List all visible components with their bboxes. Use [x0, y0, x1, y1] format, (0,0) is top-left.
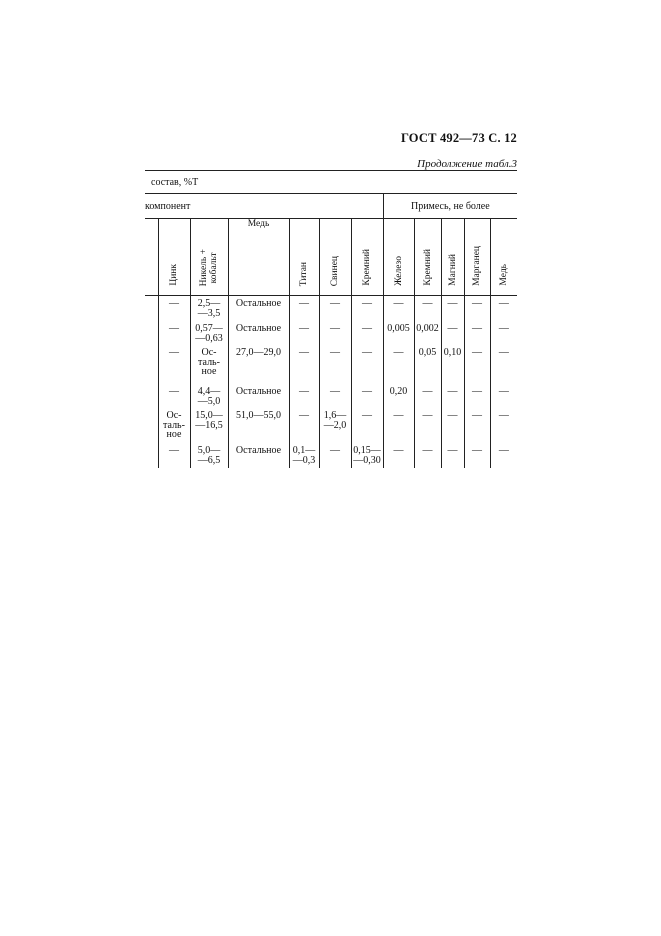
composition-table — [145, 170, 517, 468]
table-cell — [228, 321, 289, 345]
cell-value: 0,002 — [416, 323, 439, 334]
cell-value: — — [498, 298, 509, 309]
cell-value: 51,0—55,0 — [236, 410, 281, 421]
table-cell — [414, 384, 441, 408]
cell-value: — — [472, 410, 482, 421]
table-row — [145, 443, 517, 468]
cell-value: — — [422, 445, 433, 456]
table-cell — [490, 296, 517, 322]
column-header-label: Никель + кобальт — [199, 248, 219, 286]
table-cell — [464, 345, 490, 384]
cell-value: — — [393, 445, 404, 456]
cell-value: 0,1— —0,3 — [292, 445, 316, 466]
table-cell — [145, 345, 158, 384]
table-cell — [441, 345, 464, 384]
table-cell — [158, 408, 190, 443]
cell-value: — — [330, 347, 340, 358]
table-cell — [464, 296, 490, 322]
table-cell — [464, 408, 490, 443]
table-cell — [289, 384, 319, 408]
table-cell — [319, 408, 351, 443]
cell-value: — — [472, 298, 482, 309]
cell-value: — — [472, 347, 482, 358]
cell-value: — — [472, 323, 482, 334]
cell-value: — — [169, 445, 179, 456]
table-cell — [490, 443, 517, 468]
cell-value: — — [447, 445, 458, 456]
cell-value: — — [330, 323, 340, 334]
cell-value: 1,6— —2,0 — [323, 410, 347, 431]
table-cell — [158, 296, 190, 322]
table-cell — [490, 321, 517, 345]
table-cell — [190, 408, 228, 443]
table-cell — [228, 443, 289, 468]
column-header — [464, 219, 490, 296]
table-cell — [289, 345, 319, 384]
cell-value: — — [330, 445, 340, 456]
cell-value: — — [472, 386, 482, 397]
table-cell — [351, 408, 383, 443]
table-continuation-label: Продолжение табл.3 — [417, 158, 517, 170]
table-cell — [351, 321, 383, 345]
cell-value: — — [498, 347, 509, 358]
table-cell — [441, 384, 464, 408]
cell-value: — — [393, 298, 404, 309]
table-cell — [228, 296, 289, 322]
table-cell — [145, 384, 158, 408]
column-header-label: Магний — [447, 254, 458, 286]
cell-value: 0,20 — [389, 386, 408, 397]
table-cell — [228, 384, 289, 408]
table-cell — [414, 443, 441, 468]
table-cell — [441, 408, 464, 443]
cell-value: 5,0— —6,5 — [197, 445, 221, 466]
table-cell — [383, 443, 414, 468]
table-cell — [145, 296, 158, 322]
cell-value: — — [498, 445, 509, 456]
column-header — [190, 219, 228, 296]
cell-value: — — [299, 298, 309, 309]
cell-value: — — [362, 323, 372, 334]
table-cell — [383, 296, 414, 322]
table-row — [145, 384, 517, 408]
table-cell — [383, 408, 414, 443]
cell-value: — — [447, 323, 458, 334]
table-cell — [228, 408, 289, 443]
table-caption: состав, %Т — [145, 171, 517, 194]
column-header-label: Кремний — [422, 249, 433, 286]
column-header — [289, 219, 319, 296]
table-cell — [289, 443, 319, 468]
cell-value: 0,10 — [443, 347, 462, 358]
cell-value: — — [498, 386, 509, 397]
cell-value: — — [447, 298, 458, 309]
column-header — [414, 219, 441, 296]
cell-value: 0,005 — [387, 323, 410, 334]
cell-value: — — [169, 386, 179, 397]
column-header — [158, 219, 190, 296]
table-cell — [158, 443, 190, 468]
cell-value: — — [299, 410, 309, 421]
table-cell — [145, 321, 158, 345]
cell-value: — — [498, 323, 509, 334]
column-header-label: Медь — [498, 264, 509, 286]
cell-value: Ос- таль- ное — [198, 347, 220, 377]
table-row — [145, 345, 517, 384]
column-header-label: Железо — [393, 256, 404, 286]
table-cell — [319, 345, 351, 384]
cell-value: — — [422, 298, 433, 309]
cell-value: — — [299, 323, 309, 334]
group-header-impurity: Примесь, не более — [383, 194, 517, 219]
cell-value: 27,0—29,0 — [236, 347, 281, 358]
table-cell — [289, 408, 319, 443]
cell-value: — — [330, 298, 340, 309]
cell-value: — — [362, 298, 372, 309]
table-cell — [383, 345, 414, 384]
table-cell — [414, 321, 441, 345]
column-header-label: Цинк — [169, 264, 179, 286]
cell-value: — — [362, 347, 372, 358]
table-cell — [190, 345, 228, 384]
table-cell — [158, 384, 190, 408]
table-cell — [351, 345, 383, 384]
table-cell — [441, 321, 464, 345]
table-cell — [319, 384, 351, 408]
cell-value: Остальное — [235, 386, 282, 397]
cell-value: Остальное — [235, 445, 282, 456]
column-header — [145, 219, 158, 296]
table-cell — [319, 296, 351, 322]
cell-value: 2,5— —3,5 — [197, 298, 221, 319]
table-cell — [190, 321, 228, 345]
cell-value: — — [299, 347, 309, 358]
cell-value: 4,4— —5,0 — [197, 386, 221, 407]
table-row — [145, 296, 517, 322]
cell-value: — — [330, 386, 340, 397]
table-cell — [351, 443, 383, 468]
table-cell — [464, 321, 490, 345]
cell-value: — — [498, 410, 509, 421]
cell-value: Остальное — [235, 323, 282, 334]
cell-value: — — [299, 386, 309, 397]
cell-value: — — [447, 410, 458, 421]
column-header — [351, 219, 383, 296]
table-cell — [228, 345, 289, 384]
table-cell — [490, 384, 517, 408]
table-cell — [383, 321, 414, 345]
table-cell — [414, 345, 441, 384]
table-cell — [441, 296, 464, 322]
table-cell — [190, 384, 228, 408]
table-cell — [464, 384, 490, 408]
cell-value: Ос- таль- ное — [163, 410, 185, 440]
cell-value: — — [472, 445, 482, 456]
table-cell — [351, 296, 383, 322]
table-cell — [414, 408, 441, 443]
table-cell — [289, 321, 319, 345]
column-header: Медь — [228, 219, 289, 296]
table-cell — [319, 321, 351, 345]
cell-value: — — [362, 386, 372, 397]
cell-value: — — [422, 386, 433, 397]
table-cell — [490, 408, 517, 443]
table-cell — [158, 321, 190, 345]
cell-value: — — [169, 323, 179, 334]
table-cell — [145, 408, 158, 443]
table-cell — [383, 384, 414, 408]
cell-value: — — [422, 410, 433, 421]
column-header-label: Марганец — [472, 246, 482, 286]
table-cell — [490, 345, 517, 384]
column-header-label: Свинец — [330, 255, 340, 286]
column-header-label: Кремний — [362, 249, 372, 286]
column-header — [490, 219, 517, 296]
cell-value: 15,0— —16,5 — [195, 410, 223, 431]
cell-value: 0,57— —0,63 — [195, 323, 223, 344]
page-header: ГОСТ 492—73 С. 12 — [400, 131, 517, 145]
column-header — [319, 219, 351, 296]
cell-value: — — [169, 298, 179, 309]
cell-value: — — [393, 410, 404, 421]
table-cell — [190, 296, 228, 322]
table-row — [145, 321, 517, 345]
group-header-component: компонент — [145, 194, 383, 219]
cell-value: — — [362, 410, 372, 421]
table-cell — [414, 296, 441, 322]
cell-value: 0,05 — [418, 347, 437, 358]
table-cell — [319, 443, 351, 468]
table-cell — [351, 384, 383, 408]
table-cell — [289, 296, 319, 322]
cell-value: — — [393, 347, 404, 358]
table-row — [145, 408, 517, 443]
table-cell — [441, 443, 464, 468]
column-header-label: Титан — [299, 261, 309, 286]
column-header — [383, 219, 414, 296]
table-cell — [464, 443, 490, 468]
cell-value: 0,15— —0,30 — [353, 445, 381, 466]
column-header — [441, 219, 464, 296]
table-cell — [190, 443, 228, 468]
cell-value: Остальное — [235, 298, 282, 309]
table-cell — [158, 345, 190, 384]
cell-value: — — [169, 347, 179, 358]
table-cell — [145, 443, 158, 468]
cell-value: — — [447, 386, 458, 397]
